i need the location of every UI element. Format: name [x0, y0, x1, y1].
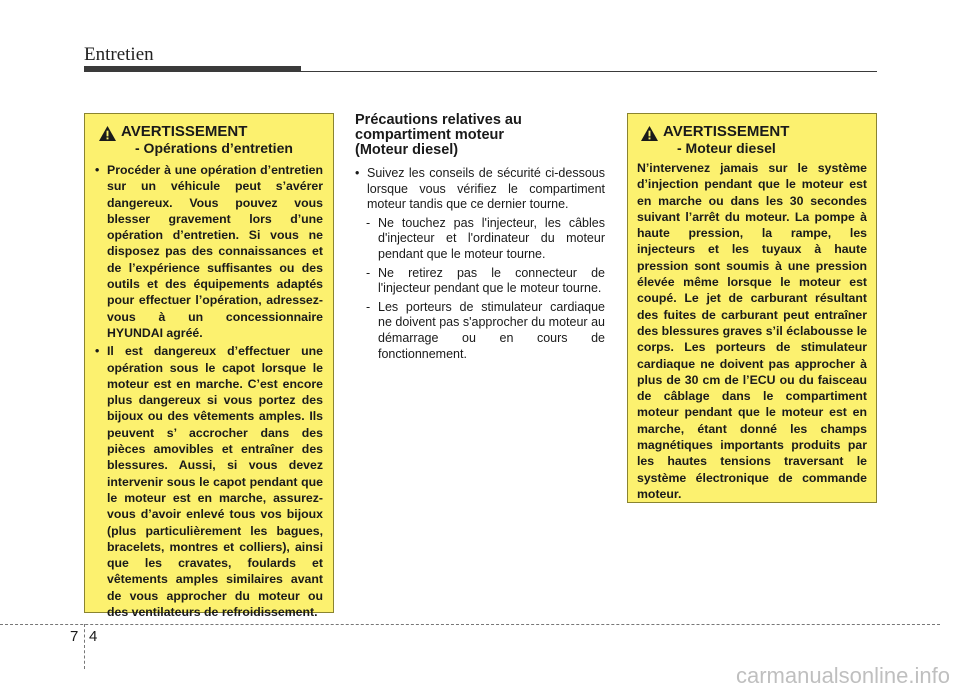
warning-header — [637, 123, 867, 156]
warning-title: AVERTISSEMENT — [121, 123, 248, 140]
section-title-line: Précautions relatives au — [355, 112, 522, 128]
header-bar — [84, 66, 301, 72]
warning-subtitle: - Moteur diesel — [677, 140, 776, 156]
footer-divider — [84, 624, 85, 669]
precaution-subitem: - Ne touchez pas l'injecteur, les câbles d'injecteur et l'ordinateur du moteur pendant que le moteur tourne. — [366, 215, 605, 261]
precaution-subitem-text: Les porteurs de stimulateur cardiaque ne doivent pas s'approcher du moteur au démarrage ou en cours de fonctionnement. — [378, 299, 605, 361]
warning-box-diesel — [627, 113, 877, 503]
footer-rule — [0, 624, 940, 625]
warning-header — [95, 123, 323, 156]
warning-bullet: • Procéder à une opération d’entretien sur un véhicule peut s’avérer dangereux. Vous pouvez vous blesser gravement lors d’une opération d’entretien. Si vous ne disposez pas des connaissances et de l’expérience suffisantes ou des outils et des équipements adaptés pour effectuer l’opération, adressez-vous à un concessionnaire HYUNDAI agréé. — [95, 162, 323, 341]
page-header-title: Entretien — [84, 44, 154, 65]
warning-triangle-icon — [98, 125, 117, 142]
section-title-line: compartiment moteur — [355, 127, 505, 143]
page-number: 4 — [89, 628, 98, 645]
warning-subtitle: - Opérations d’entretien — [135, 140, 293, 156]
warning-title: AVERTISSEMENT — [663, 123, 790, 140]
section-title — [355, 113, 605, 158]
precaution-subitem: - Ne retirez pas le connecteur de l'injecteur pendant que le moteur tourne. — [366, 265, 605, 296]
precaution-subitem-text: Ne touchez pas l'injecteur, les câbles d'injecteur et l'ordinateur du moteur pendant que le moteur tourne. — [378, 215, 605, 261]
precaution-subitem: - Les porteurs de stimulateur cardiaque ne doivent pas s'approcher du moteur au démarrage ou en cours de fonctionnement. — [366, 299, 605, 361]
header-rule — [301, 71, 877, 72]
warning-list — [95, 162, 323, 620]
precaution-subitem-text: Ne retirez pas le connecteur de l'injecteur pendant que le moteur tourne. — [378, 265, 605, 296]
watermark: carmanualsonline.info — [735, 663, 950, 688]
warning-text: N’intervenez jamais sur le système d’injection pendant que le moteur est en marche ou dans les 30 secondes suivant l’arrêt du moteur. La pompe à haute pression, la rampe, les injecteurs et les tuyaux à haute pression sont soumis à une pression élevée même lorsque le moteur est coupé. Le jet de carburant résultant des fuites de carburant peut entraîner des blessures graves s’il éclabousse le corps. Les porteurs de stimulateur cardiaque ne doivent pas approcher à plus de 30 cm de l’ECU ou du faisceau de câblage dans le compartiment moteur pendant que le moteur est en marche, étant donné les champs magnétiques importants produits par les hautes tensions traversant le système électronique de commande moteur. — [637, 161, 867, 501]
chapter-number: 7 — [70, 628, 79, 645]
warning-triangle-icon — [640, 125, 659, 142]
warning-box-maintenance — [84, 113, 334, 620]
section-title-line: (Moteur diesel) — [355, 142, 459, 158]
precaution-bullet: • Suivez les conseils de sécurité ci-dessous lorsque vous vérifiez le compartiment moteur tandis que ce dernier tourne. — [355, 166, 605, 213]
engine-compartment-precautions — [355, 113, 605, 365]
warning-bullet: • Il est dangereux d’effectuer une opération sous le capot lorsque le moteur est en marche. C’est encore plus dangereux si vous portez des bijoux ou des vêtements amples. Ils peuvent s’ accrocher dans des pièces amovibles et entraîner des blessures. Aussi, si vous devez intervenir sous le capot pendant que le moteur est en marche, assurez-vous d’avoir enlevé tous vos bijoux (plus particulièrement les bagues, bracelets, montres et colliers), ainsi que les cravates, foulards et vêtements amples similaires avant de vous approcher du moteur ou des ventilateurs de refroidissement. — [95, 343, 323, 620]
